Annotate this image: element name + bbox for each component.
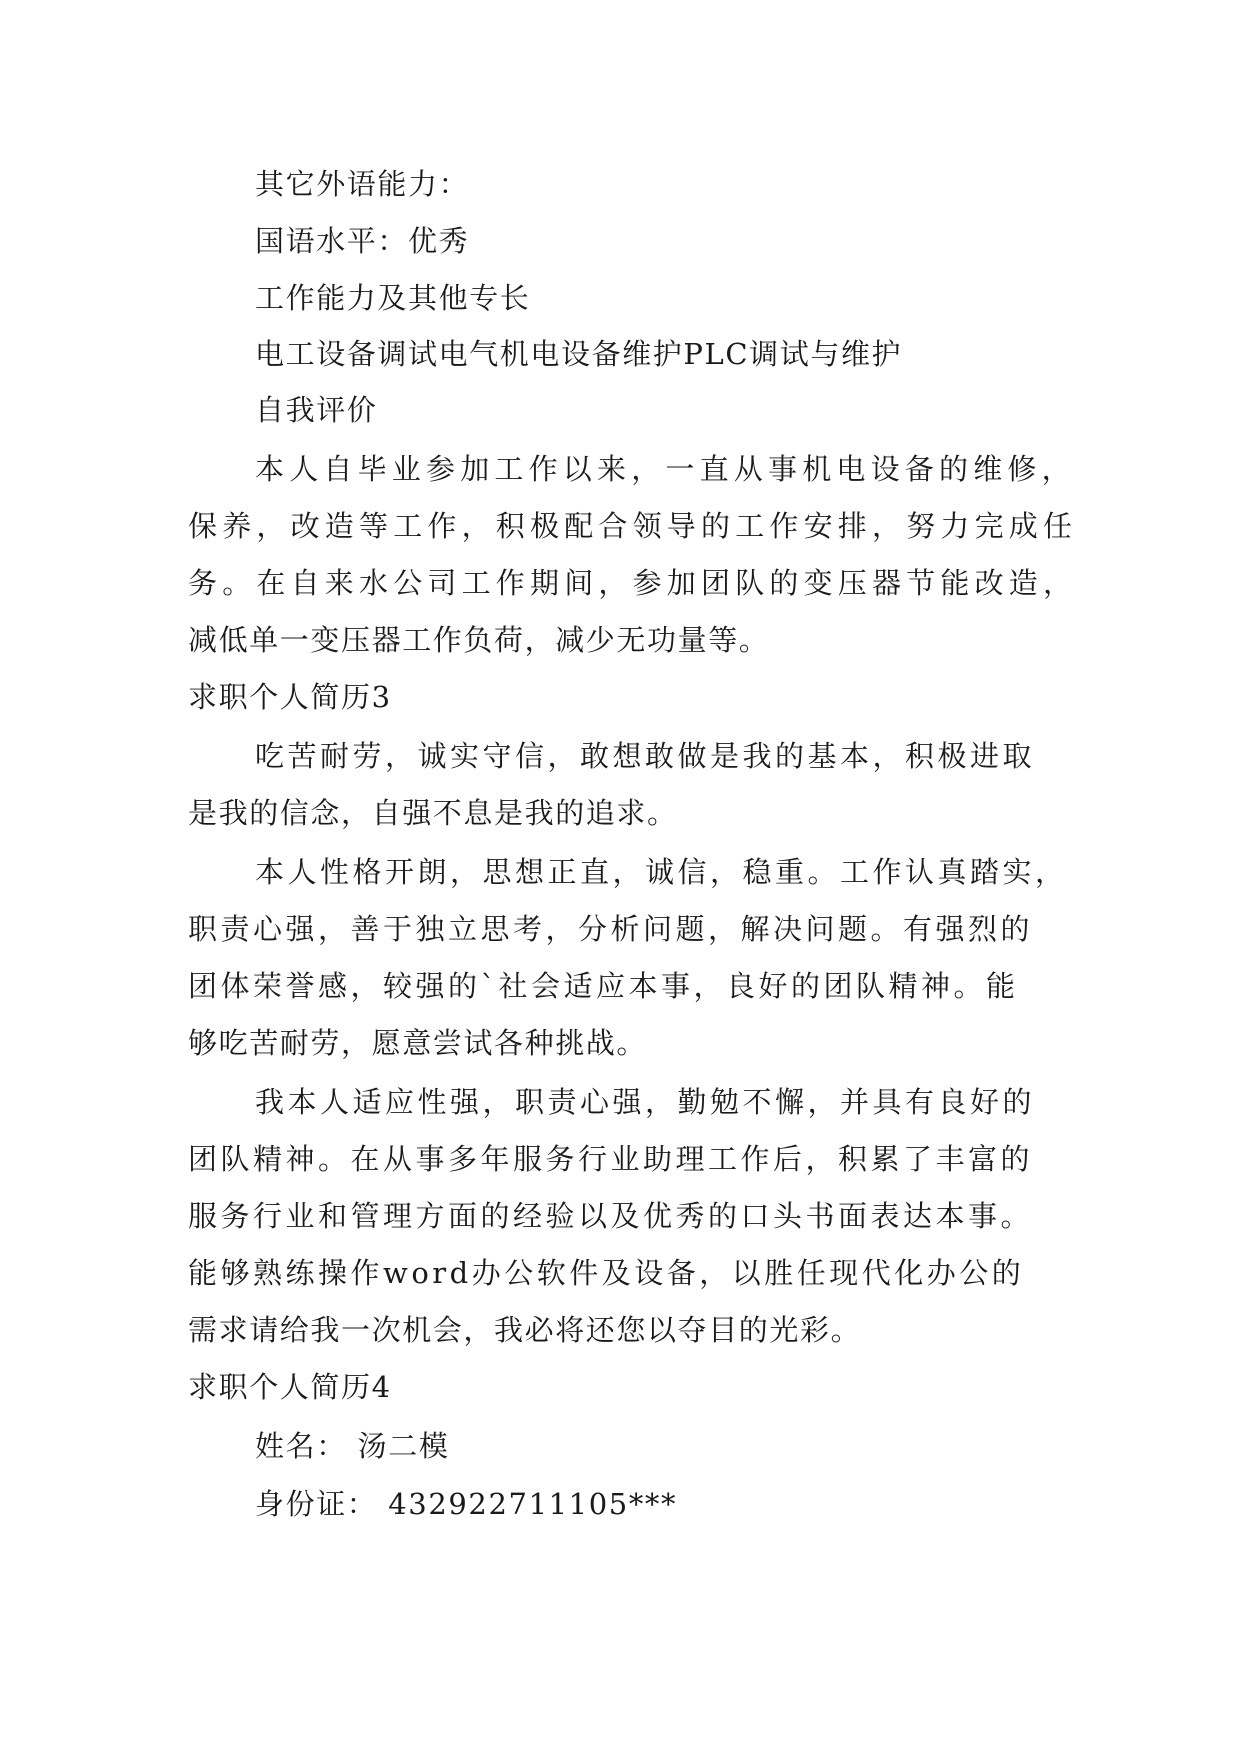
self-evaluation-line: 减低单一变压器工作负荷，减少无功量等。 — [188, 623, 770, 657]
resume3-para3-line: 服务行业和管理方面的经验以及优秀的口头书面表达本事。 — [188, 1199, 1034, 1233]
mandarin-level: 国语水平：优秀 — [255, 224, 470, 258]
other-foreign-language: 其它外语能力： — [255, 167, 470, 201]
resume4-id-number: 身份证： 432922711105*** — [255, 1487, 678, 1521]
resume3-para2-line: 职责心强，善于独立思考，分析问题，解决问题。有强烈的 — [188, 912, 1034, 946]
self-evaluation-heading: 自我评价 — [255, 393, 378, 427]
resume3-para3-line: 需求请给我一次机会，我必将还您以夺目的光彩。 — [188, 1313, 862, 1347]
skills-content: 电工设备调试电气机电设备维护PLC调试与维护 — [255, 337, 903, 371]
resume4-title: 求职个人简历4 — [188, 1370, 392, 1404]
resume3-para1-line: 吃苦耐劳，诚实守信，敢想敢做是我的基本，积极进取 — [255, 739, 1036, 773]
resume3-para3-line: 能够熟练操作word办公软件及设备，以胜任现代化办公的 — [188, 1256, 1025, 1290]
resume3-para1-line: 是我的信念，自强不息是我的追求。 — [188, 796, 678, 830]
resume3-para3-line: 我本人适应性强，职责心强，勤勉不懈，并具有良好的 — [255, 1085, 1036, 1119]
resume3-title: 求职个人简历3 — [188, 680, 392, 714]
self-evaluation-line: 本人自毕业参加工作以来，一直从事机电设备的维修， — [255, 452, 1076, 486]
skills-heading: 工作能力及其他专长 — [255, 281, 531, 315]
resume3-para2-line: 本人性格开朗，思想正直，诚信，稳重。工作认真踏实， — [255, 855, 1068, 889]
self-evaluation-line: 务。在自来水公司工作期间，参加团队的变压器节能改造， — [188, 566, 1078, 600]
resume3-para3-line: 团队精神。在从事多年服务行业助理工作后，积累了丰富的 — [188, 1142, 1034, 1176]
resume3-para2-line: 够吃苦耐劳，愿意尝试各种挑战。 — [188, 1026, 648, 1060]
resume3-para2-line: 团体荣誉感，较强的`社会适应本事，良好的团队精神。能 — [188, 969, 1019, 1003]
resume4-name: 姓名： 汤二模 — [255, 1429, 450, 1463]
self-evaluation-line: 保养，改造等工作，积极配合领导的工作安排，努力完成任 — [188, 509, 1078, 543]
